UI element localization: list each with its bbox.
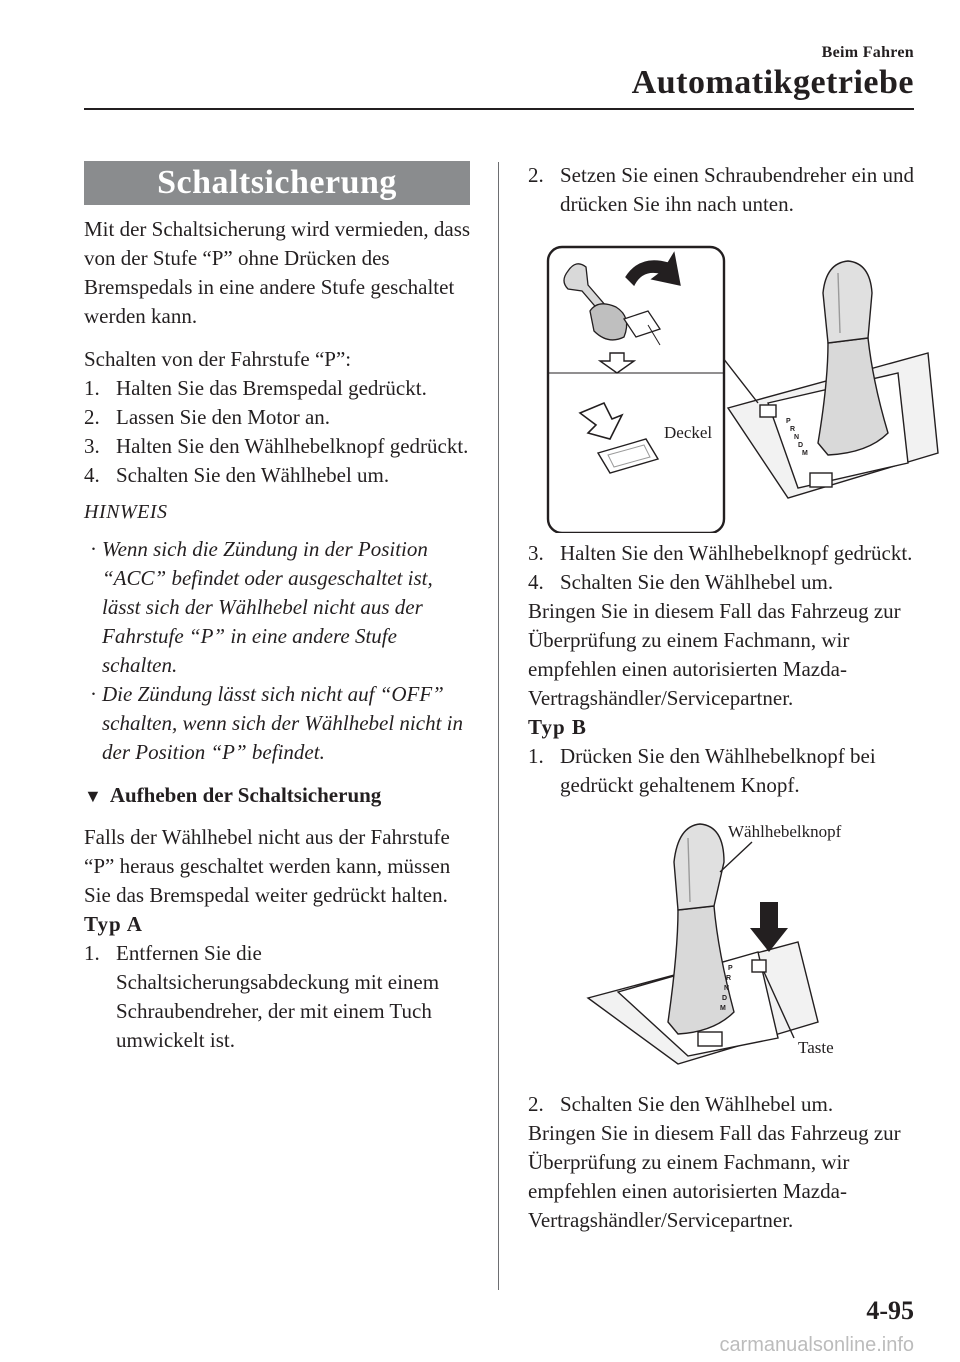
list-item: 2. Setzen Sie einen Schraubendreher ein und drücken Sie ihn nach unten. [528, 163, 914, 216]
gear-letter: P [728, 965, 733, 972]
shift-lever-button-illustration [528, 802, 948, 1082]
cover-label: Deckel [664, 423, 713, 442]
right-column [528, 161, 928, 1235]
gear-letter: R [790, 426, 796, 433]
left-column [84, 161, 474, 1055]
column-divider [498, 162, 499, 1290]
subheading: ▼ Aufheben der Schaltsicherung [84, 783, 382, 807]
service-paragraph: Bringen Sie in diesem Fall das Fahrzeug zur Überprüfung zu einem Fachmann, wir empfehlen einen autorisierten Mazda-Vertragshändler/Servicepartner. [528, 1121, 901, 1232]
button-label: Taste [798, 1038, 834, 1057]
list-item: 2. Schalten Sie den Wählhebel um. [528, 1092, 834, 1116]
section-title: Automatikgetriebe [631, 64, 914, 101]
note-heading: HINWEIS [84, 501, 168, 523]
gear-letter: M [720, 1005, 726, 1012]
list-item: 3. Halten Sie den Wählhebelknopf gedrückt. [84, 434, 469, 458]
steps-list [84, 374, 474, 490]
gear-letter: R [726, 975, 732, 982]
chapter-title: Beim Fahren [821, 44, 914, 61]
page-title: Schaltsicherung [84, 161, 470, 205]
gear-letter: N [794, 434, 800, 441]
note-item: · Wenn sich die Zündung in der Position “ACC” befindet oder ausgeschaltet ist, lässt sich der Wählhebel nicht aus der Fahrstufe “P” in eine andere Stufe schalten. [90, 537, 433, 677]
service-paragraph: Bringen Sie in diesem Fall das Fahrzeug zur Überprüfung zu einem Fachmann, wir empfehlen einen autorisierten Mazda-Vertragshändler/Servicepartner. [528, 599, 901, 710]
shift-lock-cover-illustration [528, 233, 948, 533]
gear-letter: P [786, 418, 791, 425]
intro-paragraph: Mit der Schaltsicherung wird vermieden, dass von der Stufe “P” ohne Drücken des Bremspedals in eine andere Stufe geschaltet werden kann. [84, 217, 471, 328]
shift-lock-cover-image [528, 233, 948, 533]
gear-letter: D [798, 442, 804, 449]
list-item: 4. Schalten Sie den Wählhebel um. [84, 463, 390, 487]
typ-b-heading: Typ B [528, 715, 587, 739]
watermark: carmanualsonline.info [719, 1334, 914, 1356]
triangle-down-icon: ▼ [84, 786, 102, 806]
typ-a-heading: Typ A [84, 912, 143, 936]
page-header [632, 44, 914, 102]
steps-heading: Schalten von der Fahrstufe “P”: [84, 347, 352, 371]
gear-letter: N [724, 985, 730, 992]
list-item: 2. Lassen Sie den Motor an. [84, 405, 331, 429]
gear-letter: M [802, 450, 808, 457]
shift-lever-image [528, 802, 948, 1082]
gear-letter: D [722, 995, 728, 1002]
list-item: 4. Schalten Sie den Wählhebel um. [528, 570, 834, 594]
knob-label: Wählhebelknopf [728, 822, 842, 841]
release-paragraph: Falls der Wählhebel nicht aus der Fahrstufe “P” heraus geschaltet werden kann, müssen Sie das Bremspedal weiter gedrückt halten. [84, 825, 451, 907]
list-item: 1. Drücken Sie den Wählhebelknopf bei gedrückt gehaltenem Knopf. [528, 744, 876, 797]
header-rule [84, 108, 914, 110]
list-item: 1. Entfernen Sie die Schaltsicherungsabdeckung mit einem Schraubendreher, der mit einem Tuch umwickelt ist. [84, 941, 440, 1052]
note-item: · Die Zündung lässt sich nicht auf “OFF” schalten, wenn sich der Wählhebel nicht in der Position “P” befindet. [90, 682, 464, 764]
list-item: 1. Halten Sie das Bremspedal gedrückt. [84, 376, 427, 400]
page-number: 4-95 [866, 1296, 914, 1325]
list-item: 3. Halten Sie den Wählhebelknopf gedrückt. [528, 541, 913, 565]
